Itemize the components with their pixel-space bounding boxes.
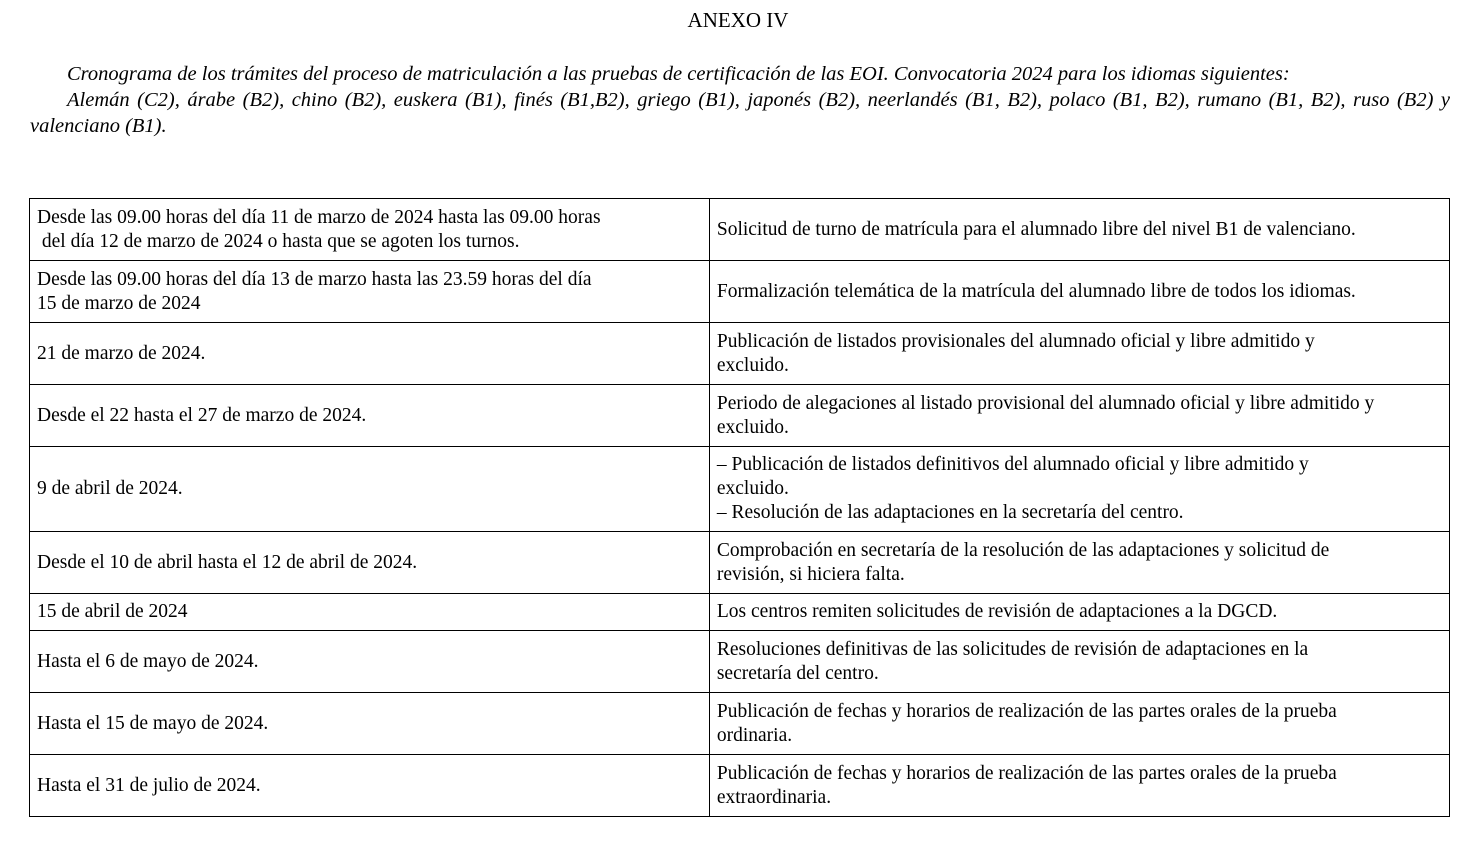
description-line: Publicación de listados provisionales del alumnado oficial y libre admitido y: [716, 330, 1315, 352]
date-cell: [30, 447, 710, 532]
date-line: Desde las 09.00 horas del día 11 de marzo de 2024 hasta las 09.00 horas: [37, 206, 601, 228]
table-row: [30, 693, 1450, 755]
date-line: Desde el 10 de abril hasta el 12 de abril de 2024.: [37, 551, 418, 573]
date-line: 15 de marzo de 2024: [37, 292, 201, 314]
description-cell: [709, 693, 1449, 755]
table-row: [30, 755, 1450, 817]
annex-heading: ANEXO IV: [687, 8, 789, 32]
date-line: del día 12 de marzo de 2024 o hasta que se agoten los turnos.: [37, 230, 520, 252]
description-cell: [709, 532, 1449, 594]
date-cell: [30, 532, 710, 594]
description-line: – Publicación de listados definitivos del alumnado oficial y libre admitido y: [716, 454, 1309, 475]
table-row: [30, 385, 1450, 447]
description-line: Comprobación en secretaría de la resolución de las adaptaciones y solicitud de: [716, 539, 1330, 561]
date-cell: [30, 323, 710, 385]
description-line: Publicación de fechas y horarios de realización de las partes orales de la prueba: [716, 762, 1337, 784]
date-cell: [30, 693, 710, 755]
description-line: Solicitud de turno de matrícula para el alumnado libre del nivel B1 de valenciano.: [716, 218, 1356, 240]
table-row: [30, 323, 1450, 385]
date-cell: [30, 385, 710, 447]
description-line: excluido.: [716, 354, 789, 376]
date-line: Hasta el 31 de julio de 2024.: [37, 774, 261, 796]
date-line: Desde el 22 hasta el 27 de marzo de 2024.: [37, 404, 367, 426]
description-line: Formalización telemática de la matrícula del alumnado libre de todos los idiomas.: [716, 280, 1356, 302]
date-line: 15 de abril de 2024: [37, 601, 188, 622]
description-cell: [709, 755, 1449, 817]
date-line: Hasta el 15 de mayo de 2024.: [37, 712, 269, 734]
description-cell: [709, 385, 1449, 447]
description-line: Periodo de alegaciones al listado provisional del alumnado oficial y libre admitido y: [716, 392, 1375, 414]
intro-paragraph-1: Cronograma de los trámites del proceso de matriculación a las pruebas de certificación de las EOI. Convocatoria 2024 para los idiomas siguientes:: [67, 63, 1290, 85]
description-cell: [709, 199, 1449, 261]
table-row: [30, 199, 1450, 261]
intro-block: [30, 61, 1450, 139]
description-line: excluido.: [716, 416, 789, 438]
description-cell: [709, 447, 1449, 532]
table-row: [30, 594, 1450, 631]
description-cell: [709, 631, 1449, 693]
date-cell: [30, 755, 710, 817]
description-cell: [709, 594, 1449, 631]
description-line: secretaría del centro.: [716, 662, 879, 684]
intro-text: [30, 61, 1450, 139]
description-line: Publicación de fechas y horarios de realización de las partes orales de la prueba: [716, 700, 1337, 722]
intro-paragraph-2: Alemán (C2), árabe (B2), chino (B2), euskera (B1), finés (B1,B2), griego (B1), japonés (B2), neerlandés (B1, B2), polaco (B1, B2), rumano (B1, B2), ruso (B2) y valenciano (B1).: [30, 89, 1450, 137]
description-line: extraordinaria.: [716, 786, 832, 808]
date-line: Desde las 09.00 horas del día 13 de marzo hasta las 23.59 horas del día: [37, 268, 592, 290]
table-row: [30, 261, 1450, 323]
description-line: revisión, si hiciera falta.: [716, 563, 905, 585]
description-cell: [709, 261, 1449, 323]
description-line: Los centros remiten solicitudes de revisión de adaptaciones a la DGCD.: [716, 601, 1278, 622]
date-line: 21 de marzo de 2024.: [37, 342, 206, 364]
date-cell: [30, 594, 710, 631]
table-row: [30, 631, 1450, 693]
table-row: [30, 532, 1450, 594]
description-line: ordinaria.: [716, 724, 793, 746]
description-line: Resoluciones definitivas de las solicitudes de revisión de adaptaciones en la: [716, 638, 1309, 660]
description-cell: [709, 323, 1449, 385]
date-line: Hasta el 6 de mayo de 2024.: [37, 650, 259, 672]
table-row: [30, 447, 1450, 532]
description-line: excluido.: [716, 478, 789, 499]
date-cell: [30, 261, 710, 323]
date-line: 9 de abril de 2024.: [37, 478, 183, 499]
schedule-table: [29, 198, 1450, 817]
date-cell: [30, 199, 710, 261]
date-cell: [30, 631, 710, 693]
description-line: – Resolución de las adaptaciones en la secretaría del centro.: [716, 502, 1184, 523]
